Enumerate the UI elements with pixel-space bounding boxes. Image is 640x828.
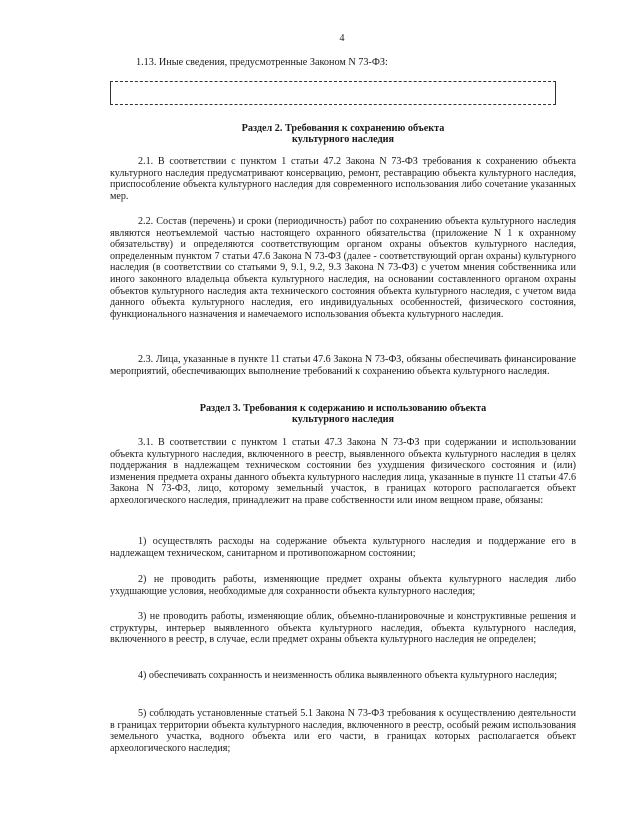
section-2-title-line1: Раздел 2. Требования к сохранению объекта (241, 123, 445, 134)
section-3-title-line2: культурного наследия (291, 414, 394, 425)
section-2-title-line2: культурного наследия (291, 134, 394, 145)
page-number: 4 (339, 33, 345, 44)
list-item-2: 2) не проводить работы, изменяющие предмет охраны объекта культурного наследия либо ухудшающие условия, необходимые для сохранности объекта культурного наследия; (110, 574, 576, 597)
item-1-13-other-info: 1.13. Иные сведения, предусмотренные Законом N 73-ФЗ: (136, 57, 388, 68)
section-3-heading (110, 403, 576, 425)
paragraph-2-3: 2.3. Лица, указанные в пункте 11 статьи 47.6 Закона N 73-ФЗ, обязаны обеспечивать финансирование мероприятий, обеспечивающих выполнение требований к сохранению объекта культурного наследия. (110, 354, 576, 377)
list-item-4: 4) обеспечивать сохранность и неизменность облика выявленного объекта культурного наследия; (138, 670, 558, 681)
list-item-3: 3) не проводить работы, изменяющие облик, объемно-планировочные и конструктивные решения и структуры, интерьер выявленного объекта культурного наследия, объекта культурного наследия, включенного в реестр, в случае, если предмет охраны объекта культурного наследия не определен; (110, 611, 576, 646)
paragraph-2-1: 2.1. В соответствии с пунктом 1 статьи 47.2 Закона N 73-ФЗ требования к сохранению объекта культурного наследия предусматривают консервацию, ремонт, реставрацию объекта культурного наследия, приспособление объекта культурного наследия для современного использования либо сочетание указанных мер. (110, 156, 576, 202)
paragraph-2-2: 2.2. Состав (перечень) и сроки (периодичность) работ по сохранению объекта культурного наследия являются неотъемлемой частью настоящего охранного обязательства (приложение N 1 к охранному обязательству) и определяются соответствующим органом охраны объектов культурного наследия, определенным пунктом 7 статьи 47.6 Закона N 73-ФЗ (далее - соответствующий орган охраны) культурного наследия (в соответствии со статьями 9, 9.1, 9.2, 9.3 Закона N 73-ФЗ) с учетом мнения собственника или иного законного владельца объекта культурного наследия, на основании составленного органом охраны объектов культурного наследия акта технического состояния объекта культурного наследия, с учетом вида данного объекта культурного наследия, его индивидуальных особенностей, физического состояния, функционального назначения и намечаемого использования объекта культурного наследия. (110, 216, 576, 320)
list-item-1: 1) осуществлять расходы на содержание объекта культурного наследия и поддержание его в надлежащем техническом, санитарном и противопожарном состоянии; (110, 536, 576, 559)
section-2-heading (110, 123, 576, 145)
paragraph-3-1: 3.1. В соответствии с пунктом 1 статьи 47.3 Закона N 73-ФЗ при содержании и использовании объекта культурного наследия, включенного в реестр, выявленного объекта культурного наследия в целях поддержания в надлежащем техническом состоянии без ухудшения физического состояния и (или) изменения предмета охраны данного объекта культурного наследия лица, указанные в пункте 11 статьи 47.6 Закона N 73-ФЗ, лицо, которому земельный участок, в границах которого располагается объект археологического наследия, принадлежит на праве собственности или ином вещном праве, обязаны: (110, 437, 576, 506)
list-item-5: 5) соблюдать установленные статьей 5.1 Закона N 73-ФЗ требования к осуществлению деятельности в границах территории объекта культурного наследия, включенного в реестр, особый режим использования земельного участка, водного объекта или его части, в границах которых располагается объект археологического наследия; (110, 708, 576, 754)
other-info-field-box (110, 81, 556, 105)
section-3-title-line1: Раздел 3. Требования к содержанию и использованию объекта (199, 403, 487, 414)
